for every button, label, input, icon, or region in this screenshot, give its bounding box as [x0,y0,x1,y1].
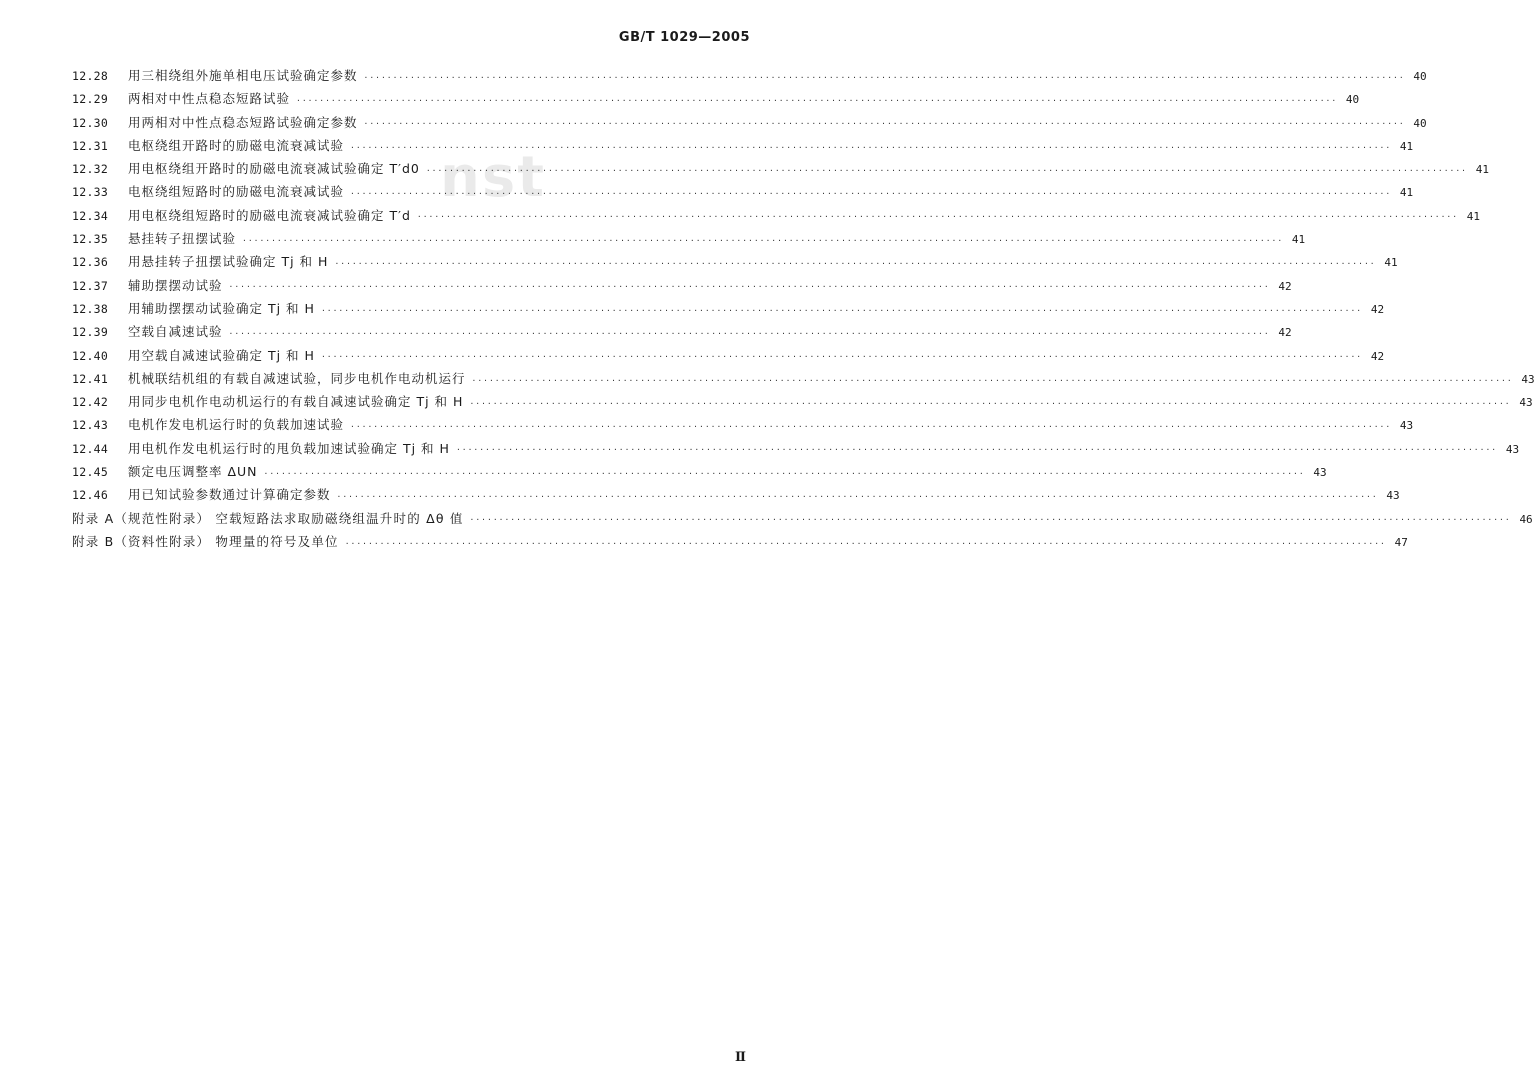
toc-section-number: 12.32 [72,162,109,177]
toc-page-number: 42 [1370,302,1385,316]
toc-section-number: 12.45 [72,465,109,480]
toc-page-number: 47 [1394,535,1408,549]
toc-leader-dots [337,492,1378,502]
toc-page-number: 42 [1370,349,1385,363]
toc-leader-dots [364,73,1405,83]
toc-page-number: 43 [1313,466,1327,480]
toc-section-number: 12.36 [72,255,109,270]
toc-row[interactable] [72,439,1520,462]
toc-row[interactable] [72,346,1385,369]
toc-leader-dots [242,236,1283,246]
toc-page-number: 42 [1278,279,1292,293]
toc-leader-dots [296,96,1337,106]
toc-page-number: 41 [1475,163,1489,177]
table-of-contents [72,66,1535,555]
standard-code: GB/T 1029—2005 [618,30,750,45]
toc-row[interactable] [72,229,1306,252]
toc-section-number: 12.29 [72,92,109,107]
toc-section-number: 12.41 [72,371,109,386]
toc-section-number: 12.40 [72,348,109,363]
toc-page-number: 43 [1399,419,1414,433]
toc-section-title: 用电枢绕组短路时的励磁电流衰减试验确定 T′d [128,207,411,223]
toc-leader-dots [345,539,1386,549]
toc-row[interactable] [72,276,1292,299]
toc-section-title: 用两相对中性点稳态短路试验确定参数 [128,114,358,130]
toc-section-title: 机械联结机组的有载自减速试验，同步电机作电动机运行 [128,370,466,386]
toc-section-title: 用电枢绕组开路时的励磁电流衰减试验确定 T′d0 [128,161,420,177]
toc-page-number: 40 [1413,116,1427,130]
toc-section-number: 12.39 [72,325,109,340]
toc-section-title: 空载自减速试验 [128,324,223,340]
toc-row[interactable] [72,299,1385,322]
toc-row[interactable] [72,415,1414,438]
toc-section-title: 用空载自减速试验确定 Tj 和 H [128,347,315,363]
toc-leader-dots [321,352,1362,362]
toc-leader-dots [350,143,1391,153]
toc-row[interactable] [72,485,1400,508]
toc-section-title: 用同步电机作电动机运行的有载自减速试验确定 Tj 和 H [128,394,464,410]
toc-leader-dots [472,376,1513,386]
toc-section-title: 两相对中性点稳态短路试验 [128,91,291,107]
toc-page-number: 43 [1386,489,1400,503]
toc-page-number: 42 [1278,326,1292,340]
toc-page-number: 41 [1399,139,1414,153]
toc-page-number: 43 [1519,396,1533,410]
toc-leader-dots [229,282,1270,292]
toc-leader-dots [426,166,1467,176]
toc-row[interactable] [72,159,1489,182]
toc-leader-dots [364,119,1405,129]
toc-page-number: 41 [1466,209,1481,223]
toc-leader-dots [470,515,1511,525]
toc-leader-dots [334,259,1375,269]
toc-page-number: 40 [1413,70,1427,83]
toc-section-number: 12.33 [72,185,109,200]
toc-section-number: 12.43 [72,418,109,433]
toc-leader-dots [417,212,1458,222]
toc-leader-dots [469,399,1510,409]
toc-leader-dots [350,189,1391,199]
toc-page-number: 41 [1384,256,1398,270]
toc-page-number: 41 [1291,233,1306,247]
toc-row[interactable] [72,322,1292,345]
toc-page-number: 46 [1519,512,1533,526]
toc-leader-dots [321,306,1362,316]
toc-section-title: 用三相绕组外施单相电压试验确定参数 [128,68,358,83]
toc-page-number: 40 [1345,93,1360,107]
toc-row[interactable] [72,206,1481,229]
toc-section-number: 12.46 [72,488,109,503]
toc-section-title: 附录 B（资料性附录） 物理量的符号及单位 [72,533,339,549]
toc-section-title: 附录 A（规范性附录） 空载短路法求取励磁绕组温升时的 Δθ 值 [72,510,464,526]
toc-section-number: 12.35 [72,232,109,247]
toc-row[interactable] [72,392,1533,415]
toc-leader-dots [350,422,1391,432]
toc-section-title: 额定电压调整率 ΔUN [128,464,258,480]
toc-section-number: 12.28 [72,69,109,83]
toc-row[interactable] [72,252,1398,275]
toc-appendix-row[interactable] [72,532,1408,555]
toc-row[interactable] [72,462,1327,485]
toc-row[interactable] [72,66,1427,89]
toc-section-number: 12.38 [72,301,109,316]
toc-section-title: 悬挂转子扭摆试验 [128,231,237,247]
toc-section-number: 12.34 [72,208,109,223]
toc-appendix-row[interactable] [72,509,1533,532]
toc-page-number: 41 [1399,186,1414,200]
toc-section-title: 用电机作发电机运行时的甩负载加速试验确定 Tj 和 H [128,440,450,456]
toc-row[interactable] [72,113,1427,136]
toc-section-title: 电枢绕组开路时的励磁电流衰减试验 [128,137,345,153]
toc-section-number: 12.42 [72,395,109,410]
watermark: nst [440,145,546,210]
toc-leader-dots [264,469,1305,479]
toc-row[interactable] [72,89,1360,112]
toc-leader-dots [229,329,1270,339]
toc-page-number: 43 [1505,442,1520,456]
toc-row[interactable] [72,369,1535,392]
toc-section-title: 用已知试验参数通过计算确定参数 [128,487,331,503]
toc-section-number: 12.31 [72,138,109,153]
toc-section-title: 用悬挂转子扭摆试验确定 Tj 和 H [128,254,329,270]
toc-section-number: 12.37 [72,278,109,293]
toc-row[interactable] [72,136,1414,159]
toc-leader-dots [456,445,1497,455]
toc-page-number: 43 [1521,372,1535,386]
toc-section-title: 电机作发电机运行时的负载加速试验 [128,417,345,433]
toc-section-title: 用辅助摆摆动试验确定 Tj 和 H [128,300,315,316]
toc-section-number: 12.30 [72,115,109,130]
toc-section-title: 辅助摆摆动试验 [128,277,223,293]
toc-section-number: 12.44 [72,441,109,456]
toc-section-title: 电枢绕组短路时的励磁电流衰减试验 [128,184,345,200]
page-number: Ⅱ [735,1050,746,1065]
toc-row[interactable] [72,182,1414,205]
